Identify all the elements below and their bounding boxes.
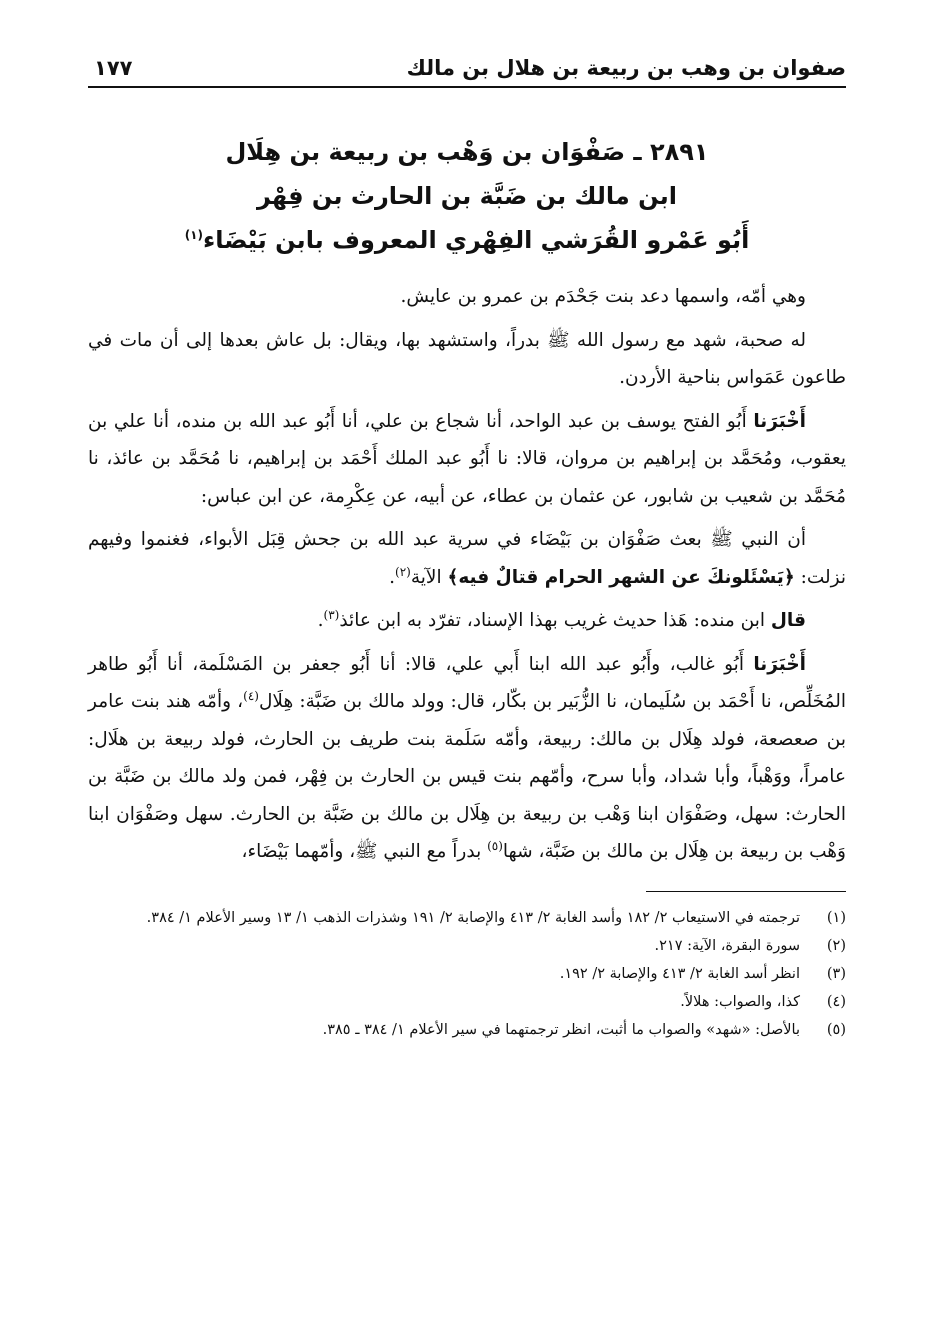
- paragraph-5: [88, 602, 846, 640]
- footnote-number: (٣): [826, 965, 846, 982]
- entry-heading: [88, 130, 846, 262]
- footnote-item: [88, 904, 846, 932]
- footnote-number: (٥): [826, 1021, 846, 1038]
- paragraph-6: [88, 646, 846, 871]
- paragraph-4-text-a: أن النبي ﷺ بعث صَفْوَان بن بَيْضَاء في سرية عبد الله بن جحش قِبَل الأبواء، فغنموا وفيهم نزلت:: [88, 529, 846, 588]
- paragraph-2: له صحبة، شهد مع رسول الله ﷺ بدراً، واستشهد بها، ويقال: بل عاش بعدها إلى أن مات في طاعون عَمَواس بناحية الأردن.: [88, 329, 846, 388]
- footnote-text: ترجمته في الاستيعاب ٢/ ١٨٢ وأسد الغابة ٢/ ٤١٣ والإصابة ٢/ ١٩١ وشذرات الذهب ١/ ١٣ وسير الأعلام ١/ ٣٨٤.: [146, 909, 800, 926]
- paragraph-5-text: ابن منده: هَذا حديث غريب بهذا الإسناد، تفرّد به ابن عائذ: [339, 610, 771, 631]
- footnote-ref-4: (٤): [243, 688, 259, 703]
- book-page: [88, 52, 846, 1302]
- paragraph-5-end: .: [317, 610, 324, 631]
- footnote-number: (٤): [826, 993, 846, 1010]
- running-title: صفوان بن وهب بن ربيعة بن هلال بن مالك: [406, 56, 846, 80]
- paragraph-4-end: .: [389, 566, 396, 588]
- footnote-number: (١): [826, 909, 846, 926]
- running-header: [88, 52, 846, 88]
- paragraph-4: [88, 521, 846, 596]
- paragraph-4-text-b: الآية: [410, 566, 448, 588]
- footnote-item: [88, 932, 846, 960]
- heading-line-2: ابن مالك بن ضَبَّة بن الحارث بن فِهْر: [257, 182, 677, 210]
- footnote-text: سورة البقرة، الآية: ٢١٧.: [654, 937, 800, 954]
- quran-quote: ﴿يَسْئَلونكَ عن الشهر الحرام قتالٌ فيه﴾: [447, 566, 795, 588]
- footnote-item: [88, 1016, 846, 1044]
- footnote-text: كذا، والصواب: هلالاً.: [680, 993, 800, 1010]
- paragraph-6-text-b: ، وأمّه هند بنت عامر بن صعصعة، فولد هِلَال بن مالك: ربيعة، وأمّه سَلَمة بنت طريف بن الحارث، فولد ربيعة بن هلَال: عامراً، ووَهْباً، وأبا شداد، وأبا سرح، وأمّهم بنت قيس بن الحارث بن فِهْر، فمن ولد مالك بن ضَبَّة بن الحارث: سهل، وصَفْوَان ابنا وَهْب بن ربيعة بن هِلَال بن مالك بن ضَبَّة بن الحارث. سهل وصَفْوَان ابنا وَهْب بن ربيعة بن هِلَال بن مالك بن ضَبَّة، شها: [88, 691, 846, 862]
- paragraph-1: وهي أمّه، واسمها دعد بنت جَحْدَم بن عمرو بن عايش.: [400, 286, 806, 307]
- paragraph-3-text: أَبُو الفتح يوسف بن عبد الواحد، أنا شجاع بن علي، أنا أَبُو عبد الله بن منده، أنا علي بن يعقوب، ومُحَمَّد بن إبراهيم بن مروان، قالا: نا أَبُو عبد الملك أَحْمَد بن إبراهيم، نا مُحَمَّد بن عائذ، نا مُحَمَّد بن شعيب بن شابور، عن عثمان بن عطاء، عن أبيه، عن عِكْرِمة، عن ابن عباس:: [88, 410, 846, 507]
- footnote-text: بالأصل: «شهد» والصواب ما أثبت، انظر ترجمتهما في سير الأعلام ١/ ٣٨٤ ـ ٣٨٥.: [322, 1021, 800, 1038]
- paragraph-6-text-a: أَبُو غالب، وأَبُو عبد الله ابنا أَبي علي، قالا: أنا أَبُو جعفر بن المَسْلَمة، أنا أَبُو طاهر المُخَلِّص، نا أَحْمَد بن سُلَيمان، نا الزُّبَير بن بكّار، قال: وولد مالك بن ضَبَّة: هِلَال: [88, 653, 847, 712]
- footnotes: [88, 904, 846, 1044]
- body-text: [88, 278, 846, 871]
- heading-line-3: [88, 218, 846, 262]
- paragraph-3: [88, 403, 846, 516]
- footnote-ref-2: (٢): [395, 564, 411, 579]
- page-number: ١٧٧: [94, 56, 133, 80]
- footnote-divider: [646, 891, 846, 892]
- footnote-number: (٢): [826, 937, 846, 954]
- footnote-item: [88, 960, 846, 988]
- heading-footnote-ref: (١): [184, 228, 203, 242]
- paragraph-6-lead: أَخْبَرَنا: [753, 653, 806, 675]
- heading-line-1: ٢٨٩١ ـ صَفْوَان بن وَهْب بن ربيعة بن هِلَال: [225, 138, 709, 166]
- footnote-item: [88, 988, 846, 1016]
- paragraph-6-text-c: بدراً مع النبي ﷺ، وأمّهما بَيْضَاء،: [241, 841, 488, 862]
- footnote-ref-5: (٥): [487, 838, 503, 853]
- paragraph-3-lead: أَخْبَرَنا: [753, 410, 806, 432]
- heading-line-3-text: أَبُو عَمْرو القُرَشي الفِهْري المعروف بابن بَيْضَاء: [202, 226, 750, 254]
- footnote-text: انظر أسد الغابة ٢/ ٤١٣ والإصابة ٢/ ١٩٢.: [559, 965, 800, 982]
- paragraph-5-lead: قال: [770, 610, 806, 631]
- footnote-ref-3: (٣): [323, 607, 340, 622]
